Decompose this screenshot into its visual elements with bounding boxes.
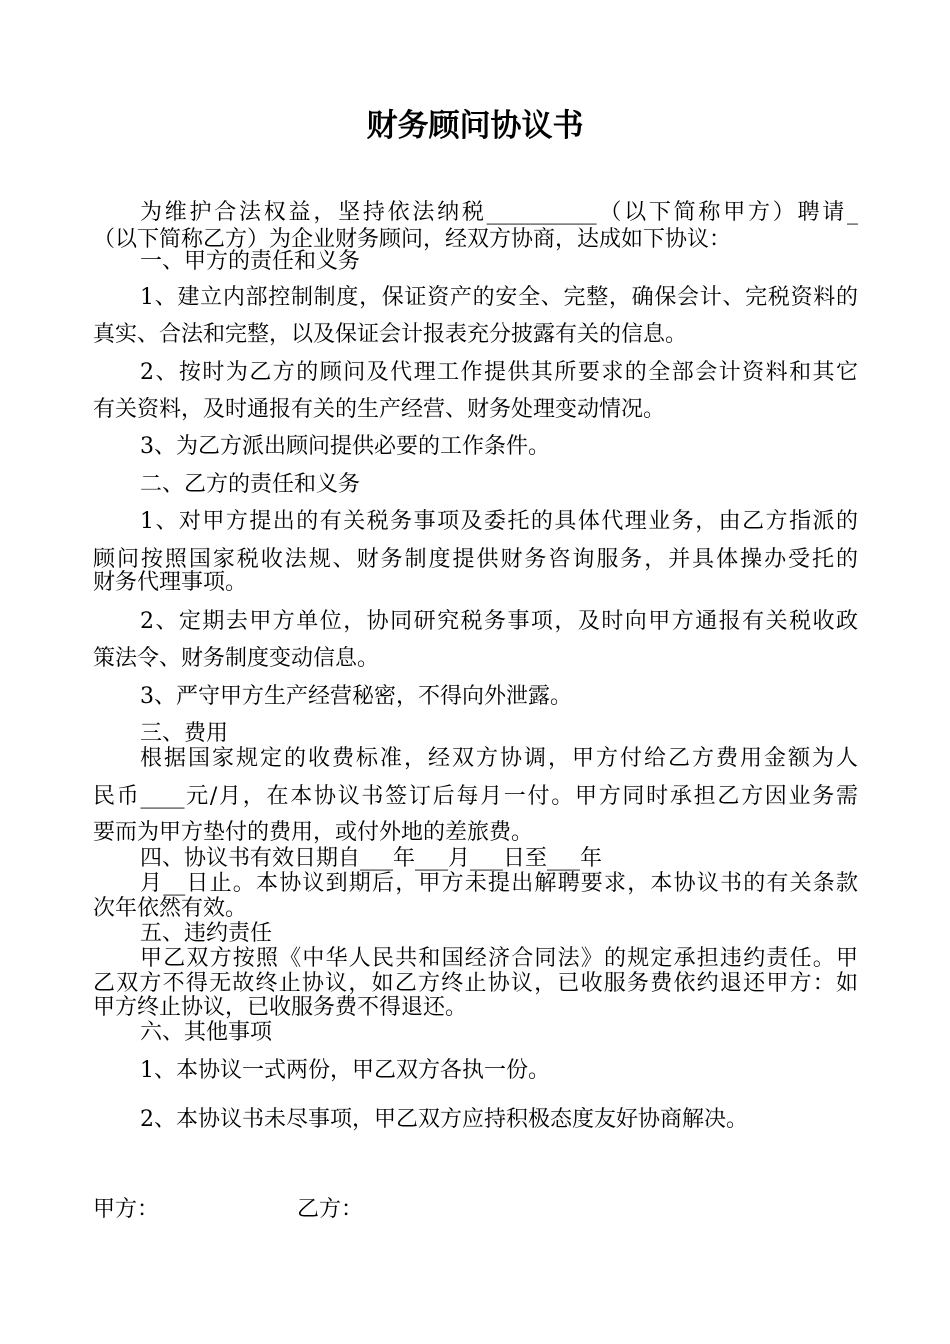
section-4-para-line-1: 月__日止。本协议到期后，甲方未提出解聘要求，本协议书的有关条款 <box>140 871 858 896</box>
section-2-heading: 二、乙方的责任和义务 <box>140 472 361 497</box>
section-4-para-line-2: 次年依然有效。 <box>93 896 248 921</box>
section-6-heading: 六、其他事项 <box>140 1020 273 1045</box>
section-1-item-2-line-1: 2、按时为乙方的顾问及代理工作提供其所要求的全部会计资料和其它 <box>140 360 858 385</box>
section-3-para-line-3: 要而为甲方垫付的费用，或付外地的差旅费。 <box>93 820 534 845</box>
party-a-signature-label: 甲方： <box>93 1197 160 1222</box>
section-3-heading: 三、费用 <box>140 721 229 746</box>
section-3-para-line-2: 民币____元/月，在本协议书签订后每月一付。甲方同时承担乙方因业务需 <box>93 784 858 809</box>
section-3-para-line-1: 根据国家规定的收费标准，经双方协调，甲方付给乙方费用金额为人 <box>140 746 858 771</box>
section-5-heading: 五、违约责任 <box>140 921 273 946</box>
section-1-item-3-line-1: 3、为乙方派出顾问提供必要的工作条件。 <box>140 434 550 459</box>
section-5-para-line-2: 乙双方不得无故终止协议，如乙方终止协议，已收服务费依约退还甲方：如 <box>93 971 858 996</box>
section-2-item-1-line-1: 1、对甲方提出的有关税务事项及委托的具体代理业务，由乙方指派的 <box>140 509 858 534</box>
party-b-signature-label: 乙方： <box>297 1197 364 1222</box>
section-1-heading: 一、甲方的责任和义务 <box>140 249 361 274</box>
document-title: 财务顾问协议书 <box>366 108 584 144</box>
section-4-heading: 四、协议书有效日期自___年___月___日至___年 <box>140 846 603 871</box>
section-2-item-2-line-1: 2、定期去甲方单位，协同研究税务事项，及时向甲方通报有关税收政 <box>140 609 858 634</box>
section-5-para-line-1: 甲乙双方按照《中华人民共和国经济合同法》的规定承担违约责任。甲 <box>140 946 858 971</box>
section-2-item-3-line-1: 3、严守甲方生产经营秘密，不得向外泄露。 <box>140 684 572 709</box>
intro-line-2: （以下简称乙方）为企业财务顾问，经双方协商，达成如下协议： <box>93 227 732 252</box>
section-5-para-line-3: 甲方终止协议，已收服务费不得退还。 <box>93 995 468 1020</box>
section-1-item-1-line-2: 真实、合法和完整，以及保证会计报表充分披露有关的信息。 <box>93 322 688 347</box>
intro-line-1: 为维护合法权益，坚持依法纳税__________（以下简称甲方）聘请_ <box>140 200 858 225</box>
section-6-item-1-line-1: 1、本协议一式两份，甲乙双方各执一份。 <box>140 1058 550 1083</box>
section-2-item-1-line-3: 财务代理事项。 <box>93 570 248 595</box>
section-6-item-2-line-1: 2、本协议书未尽事项，甲乙双方应持积极态度友好协商解决。 <box>140 1107 748 1132</box>
section-2-item-1-line-2: 顾问按照国家税收法规、财务制度提供财务咨询服务，并具体操办受托的 <box>93 547 858 572</box>
section-1-item-1-line-1: 1、建立内部控制制度，保证资产的安全、完整，确保会计、完税资料的 <box>140 285 858 310</box>
section-1-item-2-line-2: 有关资料，及时通报有关的生产经营、财务处理变动情况。 <box>93 397 666 422</box>
section-2-item-2-line-2: 策法令、财务制度变动信息。 <box>93 646 380 671</box>
